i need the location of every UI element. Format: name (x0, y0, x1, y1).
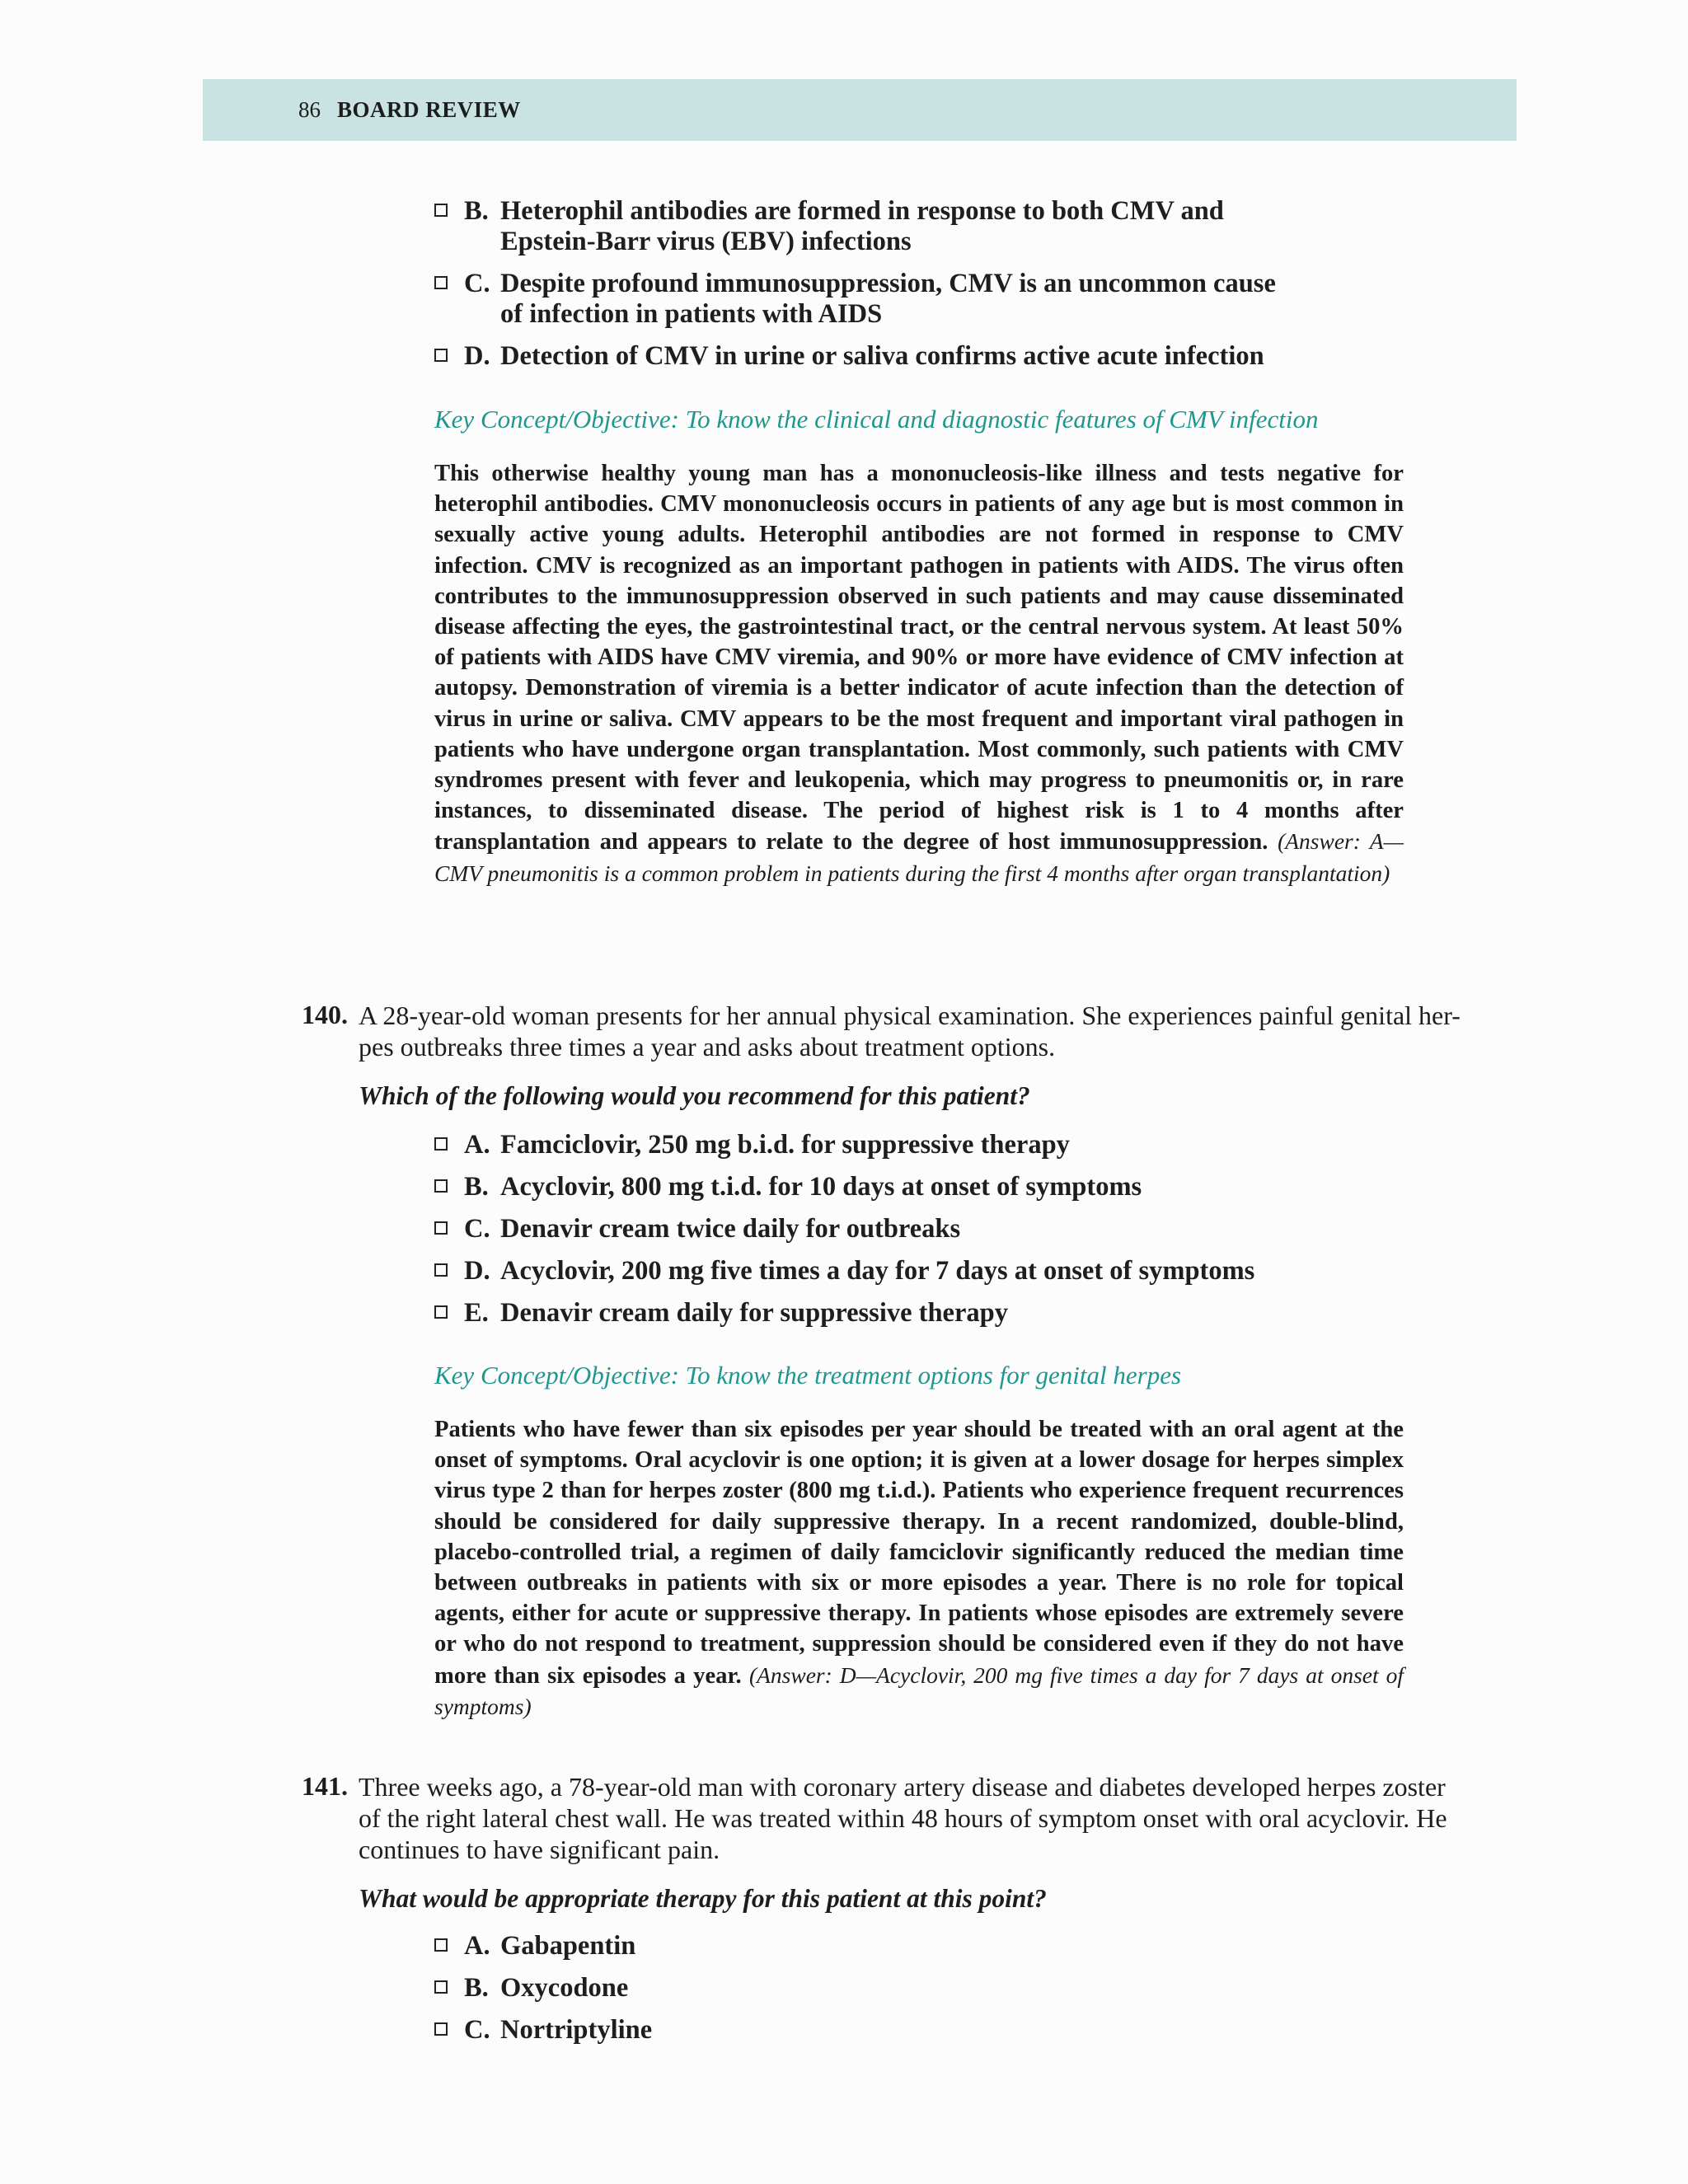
q141-number: 141. (302, 1771, 348, 1801)
running-title: BOARD REVIEW (337, 97, 521, 122)
q141-stem: Three weeks ago, a 78-year-old man with coronary artery disease and diabetes developed herpes zoster of the right lateral chest wall. He was treated within 48 hours of symptom onset with oral acyclovir. He continues to have significant pain. (359, 1772, 1447, 1864)
checkbox-icon[interactable] (434, 1938, 448, 1952)
checkbox-icon[interactable] (434, 1221, 448, 1235)
page-header (203, 79, 1517, 141)
q139-explanation: This otherwise healthy young man has a mononucleosis-like illness and tests negative for heterophil antibodies. CMV mononucleosis occurs in patients of any age but is most common in sexually active young adults. Heterophil antibodies are not formed in response to CMV infection. CMV is recognized as an important pathogen in patients with AIDS. The virus often contributes to the immunosuppression observed in such patients and may cause disseminated disease affecting the eyes, the gastrointestinal tract, or the central nervous system. At least 50% of patients with AIDS have CMV viremia, and 90% or more have evidence of CMV infection at autopsy. Demonstration of viremia is a better indicator of acute infection than the detection of virus in urine or saliva. CMV appears to be the most frequent and important viral pathogen in patients who have undergone organ transplantation. Most commonly, such patients with CMV syndromes present with fever and leukopenia, which may progress to pneumonitis or, in rare instances, to disseminated disease. The period of highest risk is 1 to 4 months after transplantation and appears to relate to the degree of host immunosuppression. (Answer: A—CMV pneumonitis is a common problem in patients during the first 4 months after organ transplantation) (434, 461, 1404, 886)
checkbox-icon[interactable] (434, 349, 448, 362)
checkbox-icon[interactable] (434, 276, 448, 289)
q140-stem: A 28-year-old woman presents for her annual physical examination. She experiences painful genital her- pes outbreaks three times a year and asks about treatment options. (359, 1001, 1461, 1062)
checkbox-icon[interactable] (434, 1179, 448, 1193)
checkbox-icon[interactable] (434, 1980, 448, 1994)
checkbox-icon[interactable] (434, 1305, 448, 1319)
q140-number: 140. (302, 1000, 348, 1029)
checkbox-icon[interactable] (434, 204, 448, 217)
q139-key-concept: Key Concept/Objective: To know the clinical and diagnostic features of CMV infection (434, 405, 1319, 434)
checkbox-icon[interactable] (434, 1263, 448, 1277)
q140-explanation: Patients who have fewer than six episodes per year should be treated with an oral agent at the onset of symptoms. Oral acyclovir is one option; it is given at a lower dosage for herpes simplex virus type 2 than for herpes zoster (800 mg t.i.d.). Patients who experience frequent recurrences should be considered for daily suppressive therapy. In a recent randomized, double-blind, placebo-controlled trial, a regimen of daily famciclovir significantly reduced the median time between outbreaks in patients with six or more episodes a year. There is no role for topical agents, either for acute or suppressive therapy. In patients whose episodes are extremely severe or who do not respond to treatment, suppression should be considered even if they do not have more than six episodes a year. (Answer: D—Acyclovir, 200 mg five times a day for 7 days at onset of symptoms) (434, 1417, 1404, 1719)
q140-answer: (Answer: D—Acyclovir, 200 mg five times a day for 7 days at onset of symptoms) (434, 1661, 1404, 1719)
q141-question: What would be appropriate therapy for this patient at this point? (359, 1884, 1047, 1913)
checkbox-icon[interactable] (434, 2022, 448, 2036)
checkbox-icon[interactable] (434, 1137, 448, 1151)
q140-question: Which of the following would you recommend for this patient? (359, 1081, 1030, 1110)
q139-answer: (Answer: A—CMV pneumonitis is a common problem in patients during the first 4 months after organ transplantation) (434, 828, 1404, 886)
q140-key-concept: Key Concept/Objective: To know the treatment options for genital herpes (434, 1361, 1182, 1390)
page-number: 86 (298, 97, 321, 122)
